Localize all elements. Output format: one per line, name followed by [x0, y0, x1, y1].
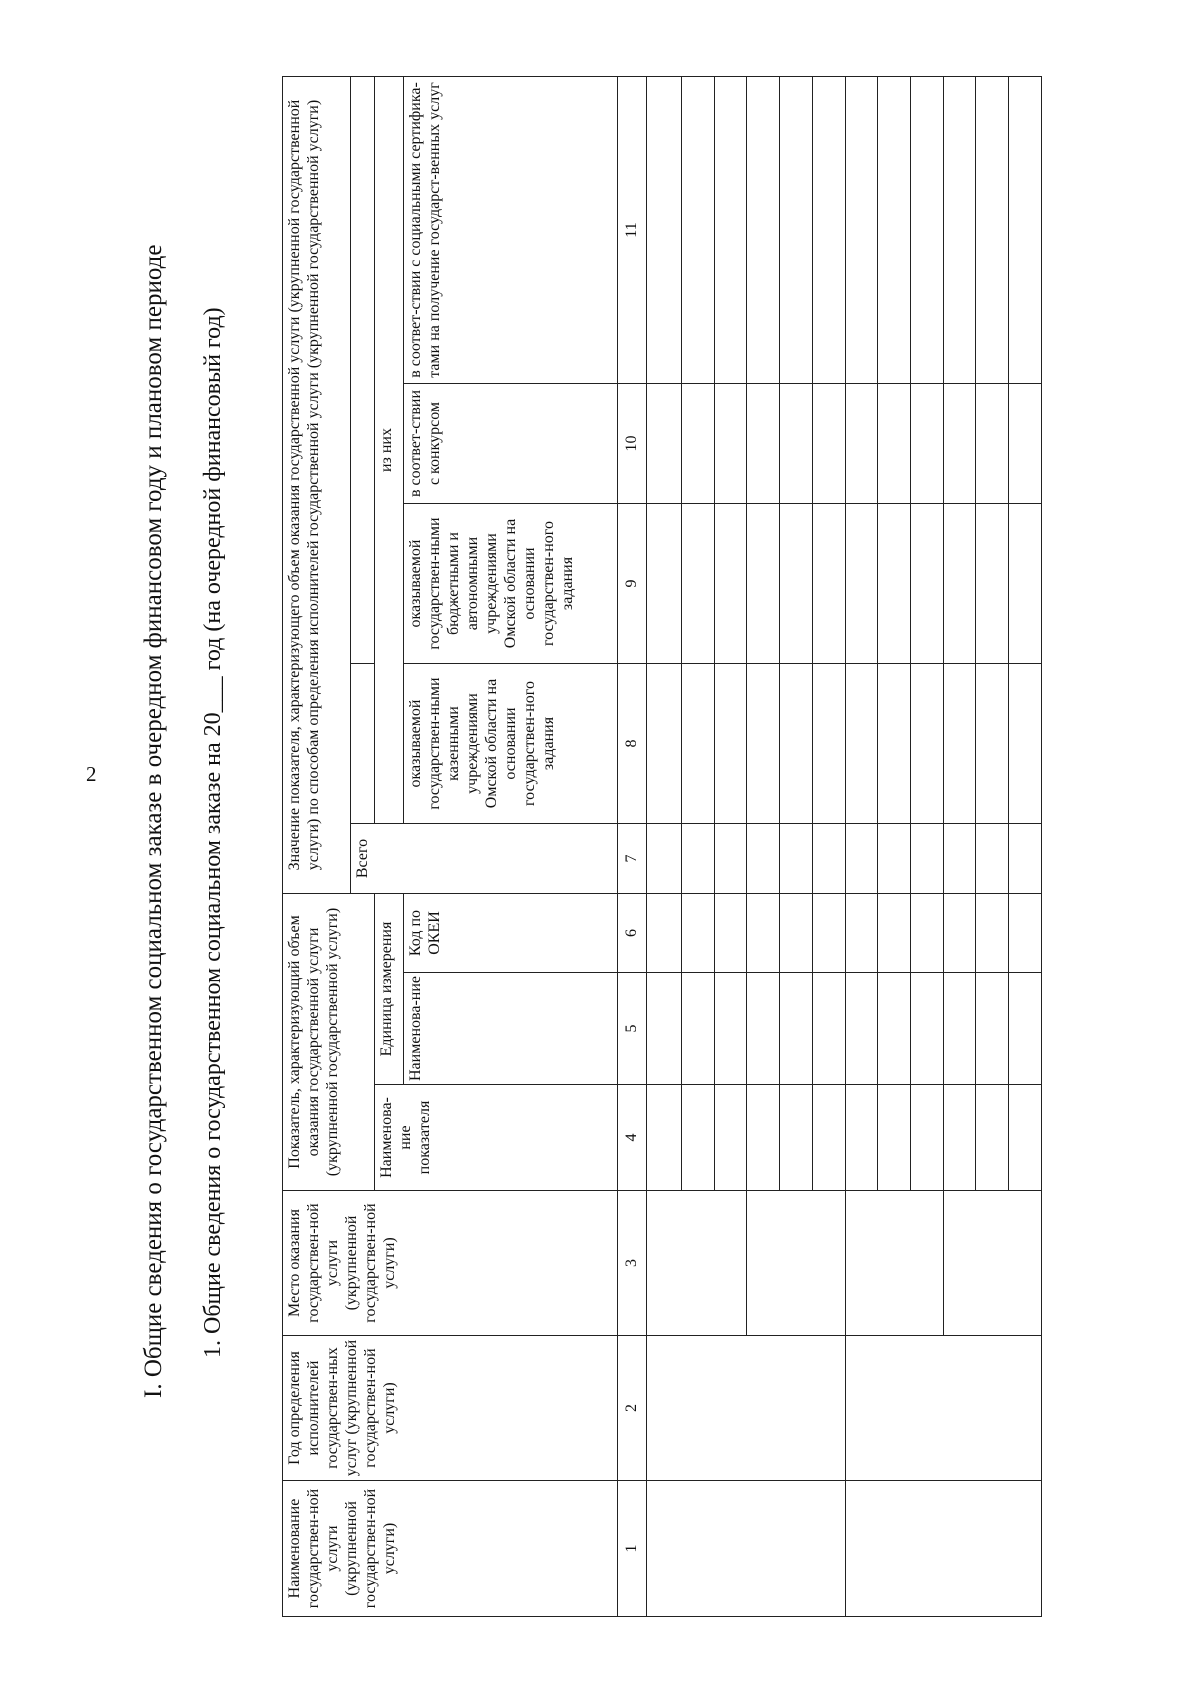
- header-year: Год определения исполнителей государствен-ных услуг (укрупненной государствен-ной услуги): [283, 1336, 618, 1481]
- header-social-certificates: в соответ-ствии с социальными сертифика-тами на получение государст-венных услуг: [404, 77, 617, 384]
- header-state-task-kazennye: оказываемой государствен-ными казенными учреждениями Омской области на основании государствен-ного задания: [404, 664, 617, 824]
- column-number: 3: [617, 1191, 646, 1336]
- column-number: 1: [617, 1481, 646, 1617]
- subsection-heading: 1. Общие сведения о государственном социальном заказе на 20___ год (на очередной финансовый год): [200, 307, 226, 1358]
- column-number: 2: [617, 1336, 646, 1481]
- column-number: 8: [617, 664, 646, 824]
- header-value-group: Значение показателя, характеризующего объем оказания государственной услуги (укрупненной государственной услуги) по способам определения исполнителей государственной услуги (укрупненной государственной услуги): [283, 77, 351, 894]
- header-place: Место оказания государствен-ной услуги (укрупненной государствен-ной услуги): [283, 1191, 618, 1336]
- page-number: 2: [86, 762, 97, 786]
- column-number: 6: [617, 894, 646, 973]
- section-heading: I. Общие сведения о государственном социальном заказе в очередном финансовом году и плановом периоде: [140, 244, 167, 1398]
- column-number: 5: [617, 973, 646, 1085]
- social-order-table: [282, 76, 1042, 1617]
- column-number: 7: [617, 824, 646, 894]
- column-number: 10: [617, 384, 646, 504]
- social-order-table-container: [282, 77, 1042, 1617]
- header-state-task-budget: оказываемой государствен-ными бюджетными и автономными учреждениями Омской области на основании государствен-ного задания: [404, 504, 617, 664]
- column-number: 11: [617, 77, 646, 384]
- header-unit-group: Единица измерения: [375, 894, 404, 1085]
- table-row: [646, 77, 681, 1617]
- header-service-name: Наименование государствен-ной услуги (укрупненной государствен-ной услуги): [283, 1481, 618, 1617]
- column-number: 4: [617, 1085, 646, 1191]
- header-competition: в соответ-ствии с конкурсом: [404, 384, 617, 504]
- header-of-which: из них: [375, 77, 404, 824]
- header-total: Всего: [350, 824, 617, 894]
- column-number: 9: [617, 504, 646, 664]
- header-indicator-group: Показатель, характеризующий объем оказания государственной услуги (укрупненной государственной услуги): [283, 894, 375, 1191]
- header-okei-code: Код по ОКЕИ: [404, 894, 617, 973]
- header-unit-name: Наименова-ние: [404, 973, 617, 1085]
- header-indicator-name: Наименова-ние показателя: [375, 1085, 617, 1191]
- table-row: [845, 77, 878, 1617]
